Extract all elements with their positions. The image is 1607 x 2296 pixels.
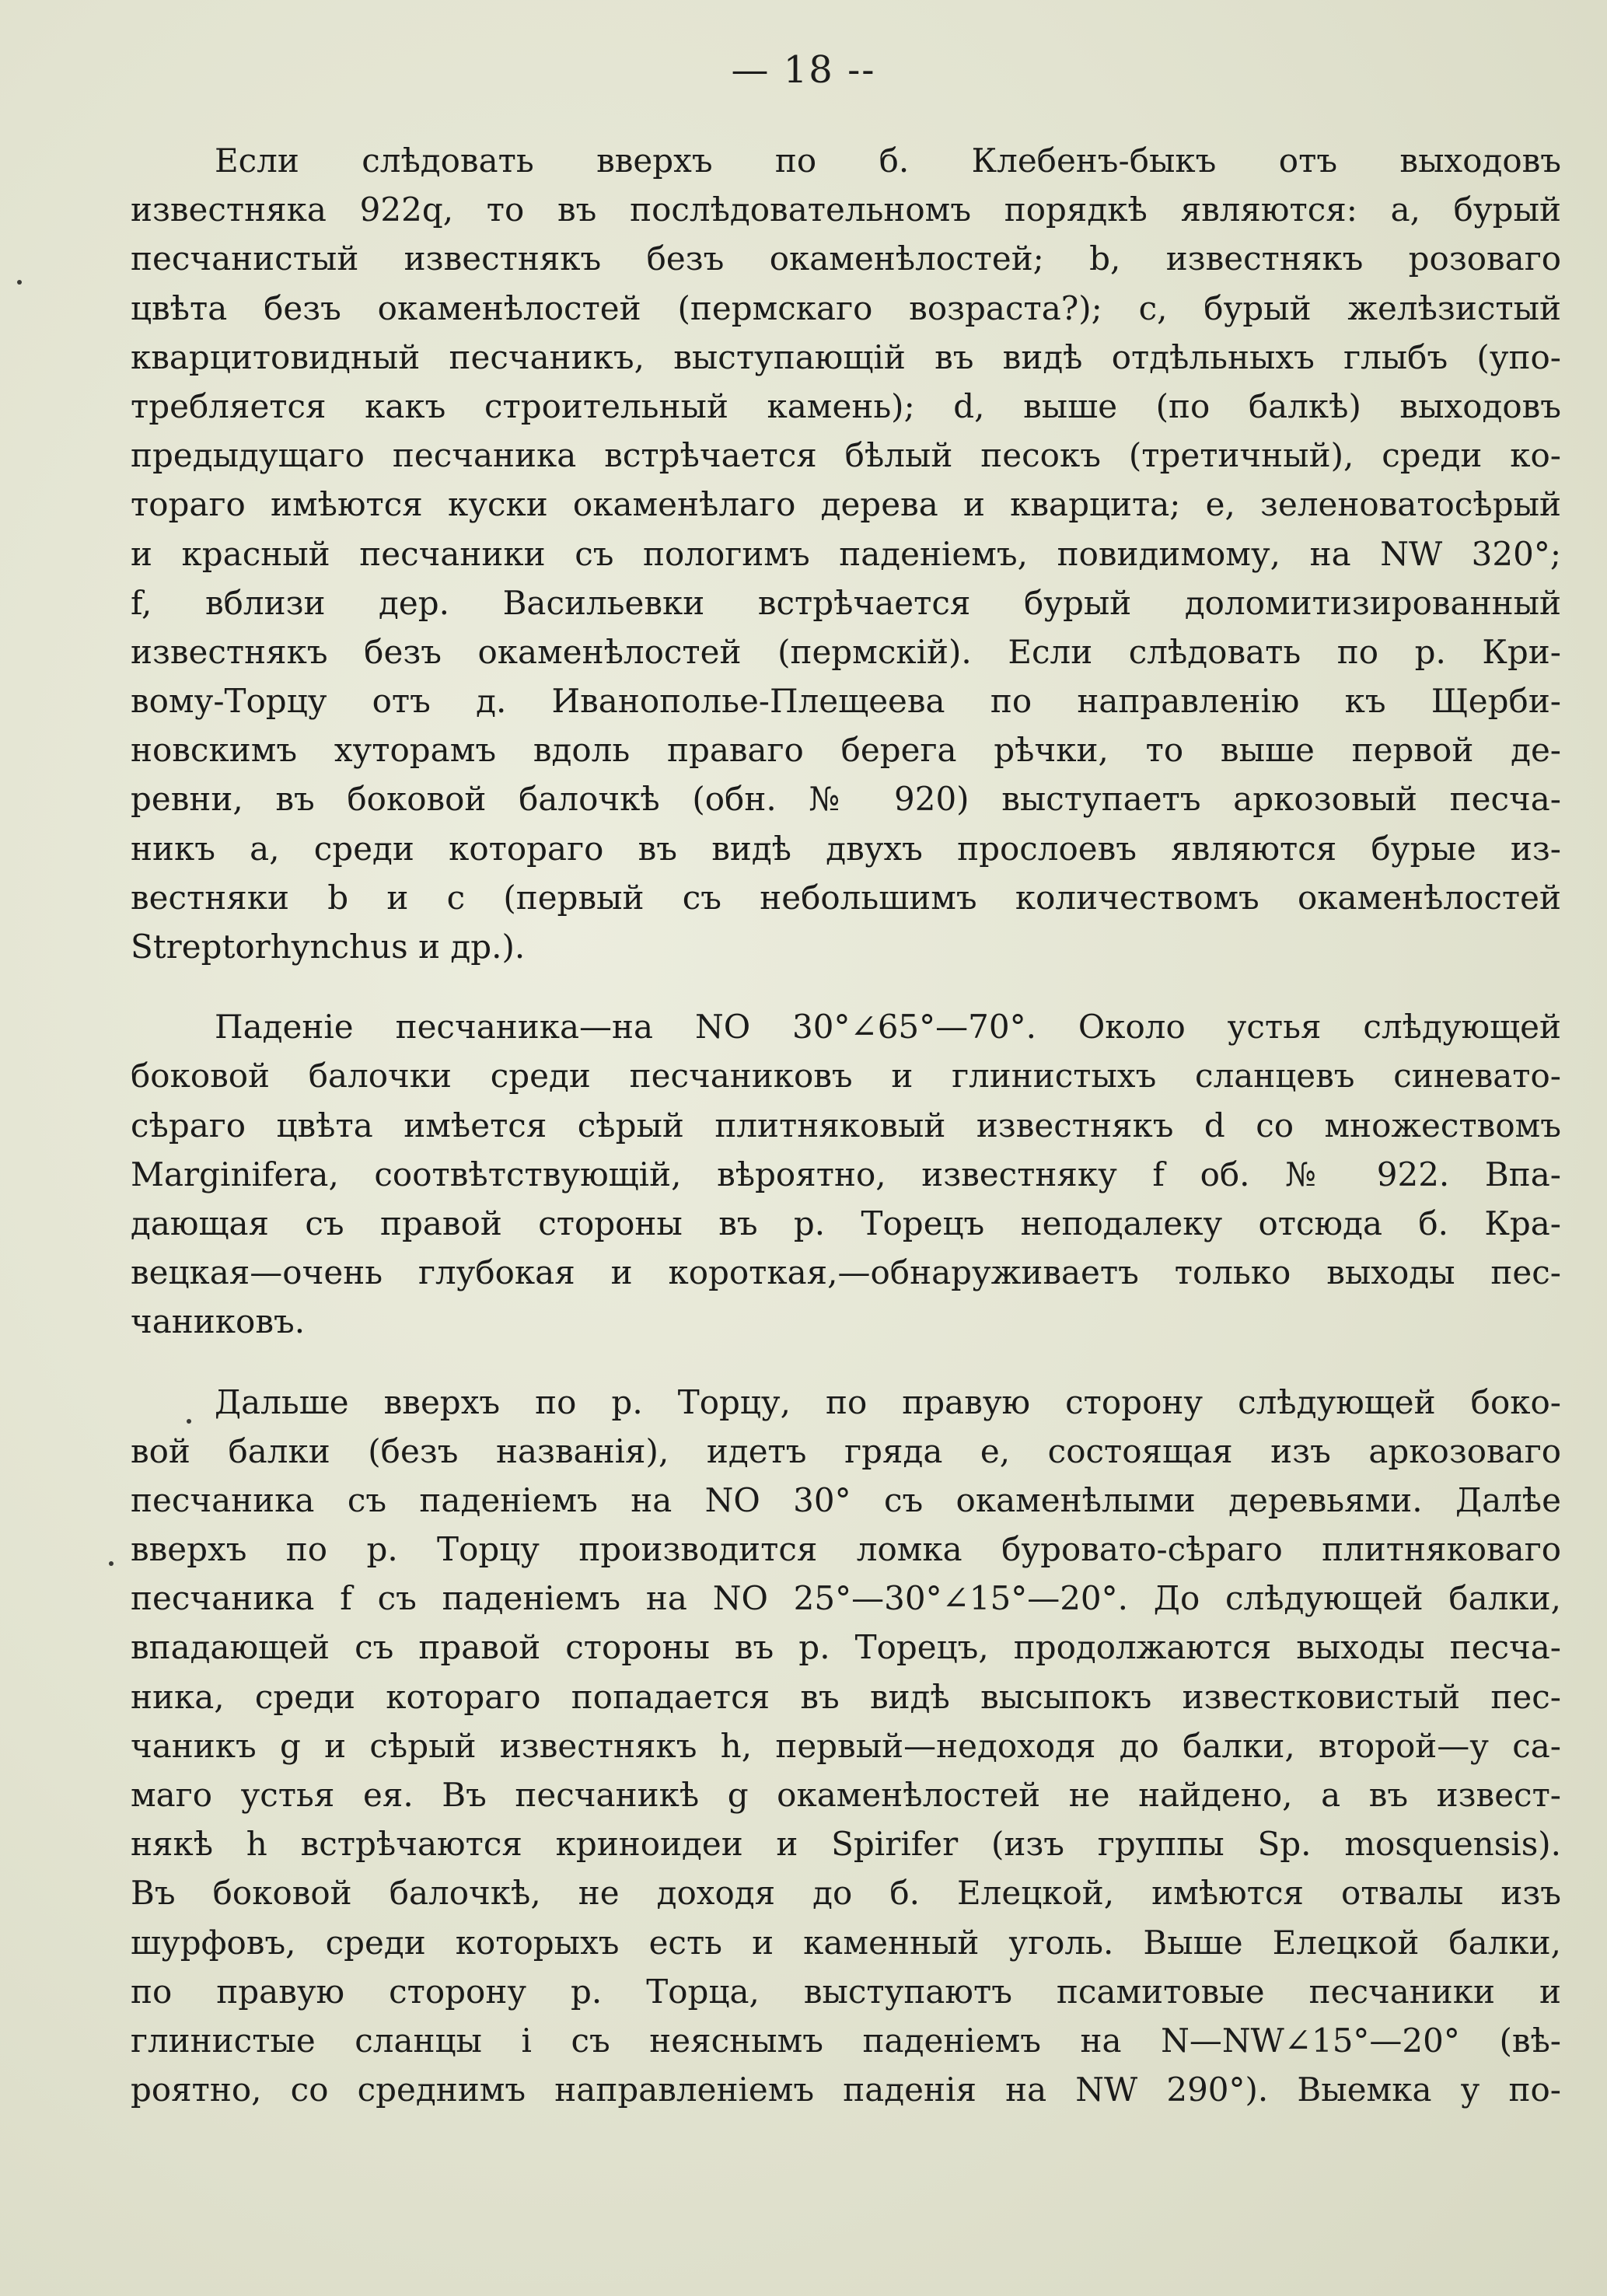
text-line: никъ a, среди котораго въ видѣ двухъ прослоевъ являются бурые из- (131, 829, 1561, 868)
paper-speck (17, 280, 22, 285)
text-line: вверхъ по р. Торцу производится ломка буровато-сѣраго плитняковаго (131, 1530, 1561, 1569)
paper-speck (109, 1561, 114, 1566)
text-line: ревни, въ боковой балочкѣ (обн. № 920) выступаетъ аркозовый песча- (131, 780, 1561, 819)
text-line: тораго имѣются куски окаменѣлаго дерева и кварцита; e, зеленоватосѣрый (131, 485, 1561, 524)
text-line: някѣ h встрѣчаются криноидеи и Spirifer (изъ группы Sp. mosquensis). (131, 1825, 1561, 1864)
text-line: и красный песчаники съ пологимъ паденіемъ, повидимому, на NW 320°; (131, 534, 1561, 573)
text-line: по правую сторону р. Торца, выступаютъ псамитовые песчаники и (131, 1972, 1561, 2011)
text-line: Въ боковой балочкѣ, не доходя до б. Елецкой, имѣются отвалы изъ (131, 1874, 1561, 1913)
text-line: сѣраго цвѣта имѣется сѣрый плитняковый известнякъ d со множествомъ (131, 1106, 1561, 1145)
text-line: ника, среди котораго попадается въ видѣ высыпокъ известковистый пес- (131, 1677, 1561, 1716)
text-line: вой балки (безъ названія), идетъ гряда e, состоящая изъ аркозоваго (131, 1431, 1561, 1470)
paper-speck (187, 1419, 191, 1424)
text-line: вестняки b и c (первый съ небольшимъ количествомъ окаменѣлостей (131, 878, 1561, 917)
text-line: роятно, со среднимъ направленіемъ паденія на NW 290°). Выемка у по- (131, 2071, 1561, 2109)
text-line: вецкая—очень глубокая и короткая,—обнаруживаетъ только выходы пес- (131, 1253, 1561, 1292)
page-number: — 18 -- (731, 48, 876, 92)
text-line: требляется какъ строительный камень); d, выше (по балкѣ) выходовъ (131, 386, 1561, 425)
text-line: чаниковъ. (131, 1302, 306, 1341)
paragraph-1 (131, 136, 1561, 971)
text-line: новскимъ хуторамъ вдоль праваго берега рѣчки, то выше первой де- (131, 731, 1561, 770)
text-line: известняка 922q, то въ послѣдовательномъ порядкѣ являются: a, бурый (131, 190, 1561, 229)
text-line: кварцитовидный песчаникъ, выступающій въ видѣ отдѣльныхъ глыбъ (упо- (131, 337, 1561, 376)
text-line: известнякъ безъ окаменѣлостей (пермскій). Если слѣдовать по р. Кри- (131, 632, 1561, 671)
paragraph-gap (131, 1347, 1561, 1378)
text-line: Marginifera, соотвѣтствующій, вѣроятно, известняку f об. № 922. Впа- (131, 1155, 1561, 1193)
paragraph-2 (131, 1002, 1561, 1346)
text-body (131, 136, 1561, 2114)
text-line: чаникъ g и сѣрый известнякъ h, первый—недоходя до балки, второй—у са- (131, 1726, 1561, 1765)
text-line: вому-Торцу отъ д. Иванополье-Плещеева по направленію къ Щерби- (131, 682, 1561, 721)
text-line: цвѣта безъ окаменѣлостей (пермскаго возраста?); c, бурый желѣзистый (131, 288, 1561, 327)
text-line: предыдущаго песчаника встрѣчается бѣлый песокъ (третичный), среди ко- (131, 436, 1561, 475)
text-line: Дальше вверхъ по р. Торцу, по правую сторону слѣдующей боко- (215, 1382, 1561, 1421)
text-line: впадающей съ правой стороны въ р. Торецъ, продолжаются выходы песча- (131, 1628, 1561, 1667)
text-line: боковой балочки среди песчаниковъ и глинистыхъ сланцевъ синевато- (131, 1057, 1561, 1096)
text-line: маго устья ея. Въ песчаникѣ g окаменѣлостей не найдено, а въ извест- (131, 1776, 1561, 1814)
text-line: Паденіе песчаника—на NO 30°∠65°—70°. Около устья слѣдующей (215, 1008, 1561, 1047)
text-line: дающая съ правой стороны въ р. Торецъ неподалеку отсюда б. Кра- (131, 1204, 1561, 1242)
text-line: песчаника съ паденіемъ на NO 30° съ окаменѣлыми деревьями. Далѣе (131, 1480, 1561, 1519)
paragraph-gap (131, 971, 1561, 1002)
text-line: f, вблизи дер. Васильевки встрѣчается бурый доломитизированный (131, 583, 1561, 622)
text-line: песчаника f съ паденіемъ на NO 25°—30°∠15°—20°. До слѣдующей балки, (131, 1579, 1561, 1618)
text-line: шурфовъ, среди которыхъ есть и каменный уголь. Выше Елецкой балки, (131, 1923, 1561, 1962)
text-line: глинистые сланцы i съ неяснымъ паденіемъ на N—NW∠15°—20° (вѣ- (131, 2021, 1561, 2060)
text-line: песчанистый известнякъ безъ окаменѣлостей; b, известнякъ розоваго (131, 239, 1561, 278)
paragraph-3 (131, 1378, 1561, 2115)
text-line: Streptorhynchus и др.). (131, 928, 526, 966)
text-line: Если слѣдовать вверхъ по б. Клебенъ-быкъ отъ выходовъ (215, 142, 1561, 180)
